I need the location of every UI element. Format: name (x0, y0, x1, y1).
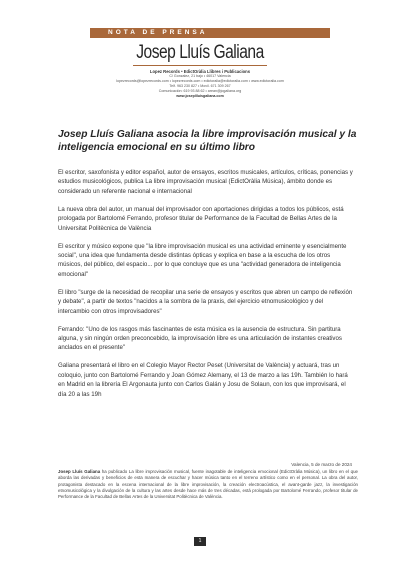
brand-logo: Josep Lluís Galiana (136, 42, 264, 63)
paragraph-6: Galiana presentará el libro en el Colegio Mayor Rector Peset (Universitat de València) y actuará, tras un coloquio, junto con Bartolomé Ferrando y Joan Gómez Alemany, el 13 de marzo a las 19h. También lo hará en Madrid en la librería El Argonauta junto con Carlos Galán y Josu de Solaun, con los que improvisará, el día 20 a las 19h (58, 362, 348, 398)
article-body (58, 168, 353, 408)
press-release-banner: NOTA DE PRENSA (90, 28, 330, 38)
brand-underline (133, 65, 267, 66)
paragraph-2: La nueva obra del autor, un manual del improvisador con aportaciones dirigidas a todos los públicos, está prologada por Bartolomé Ferrando, profesor titular de Performance de la Facultad de Bellas Artes de la Universitat Politècnica de València (58, 205, 344, 232)
author-note-text: ha publicado La libre improvisación musical, fuente inagotable de inteligencia emocional (EdictOràlia Música), un libro en el que aborda las derivadas y beneficios de esta manera de escuchar y hacer música tanto en el terreno artístico como en el personal. La obra del autor, protagonista destacado en la escena internacional de la libre improvisación, la creación electroacústica, el avant-garde jazz, la investigación etnomusicológica y la divulgación de la cultura y las artes desde hace más de tres décadas, está prologada por Bartolomé Ferrando, profesor titular de Performance de la Facultad de Bellas Artes de la Universitat Politècnica de València. (58, 469, 358, 500)
paragraph-3: El escritor y músico expone que "la libre improvisación musical es una actividad eminente y esencialmente social", una idea que fundamenta desde distintas ópticas y explica en base a la escucha de los otros músicos, del público, del espacio... por lo que concluye que es una "actividad generadora de inteligencia emocional" (58, 242, 347, 278)
author-note (58, 469, 358, 500)
page-number: 1 (194, 537, 206, 546)
contact-press: Comunicación: 619 93 88 62 • arean@jogaliana.org (158, 89, 242, 93)
contact-emails[interactable]: lopezrecords@lopezrecords.com • lopezrecords.com • edictoralia@edictoralia.com • www.edictoralia.com (116, 79, 284, 83)
paragraph-4: El libro "surge de la necesidad de recopilar una serie de ensayos y escritos que abren un campo de reflexión y debate", a partir de textos "nacidos a la sombra de la praxis, del ejercicio etnomusicológico y del intercambio con otros improvisadores" (58, 288, 353, 315)
contact-name: Lopez Records • EdictOràlia Llibres i Publicacions (149, 69, 251, 74)
contact-address: C/ Gonzalez, 21 bajo • 46017 Valencia (169, 74, 231, 78)
contact-block (60, 69, 340, 99)
author-note-lead: Josep Lluís Galiana (58, 469, 101, 474)
paragraph-1: El escritor, saxofonista y editor español, autor de ensayos, escritos musicales, artículos, críticas, ponencias y estudios musicológicos, publica La libre improvisación musical (EdictOràlia Música), ámbito donde es considerado un referente nacional e internacional (58, 169, 353, 195)
contact-website[interactable]: www.josepllluisgaliana.com (176, 94, 224, 98)
dateline: Valencia, 5 de marzo de 2024 (291, 462, 352, 467)
contact-phones: Telf. 963 230 827 • Movil. 671 309 267 (169, 84, 231, 88)
headline: Josep Lluís Galiana asocia la libre improvisación musical y la inteligencia emocional en su último libro (58, 129, 357, 153)
paragraph-5: Ferrando: "Uno de los rasgos más fascinantes de esta música es la ausencia de estructura. Sin partitura alguna, y sin ningún orden preconcebido, la improvisación libre es una articulación de instantes creativos anclados en el presente" (58, 325, 342, 352)
